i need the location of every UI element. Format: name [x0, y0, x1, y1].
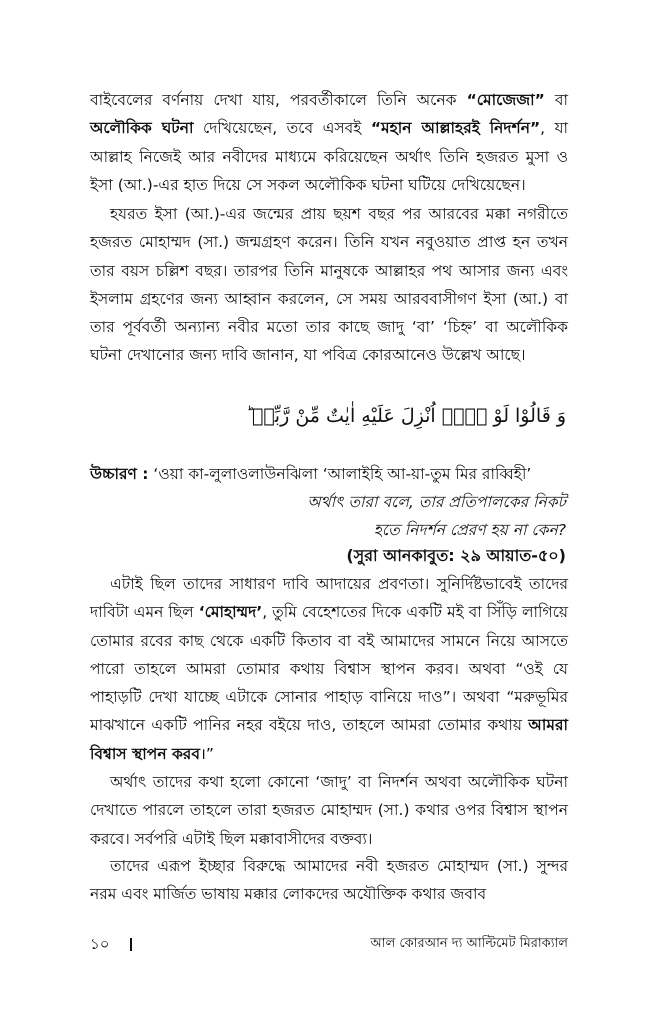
pronunciation-line — [90, 460, 568, 488]
surah-reference: (সুরা আনকাবুত: ২৯ আয়াত-৫০) — [346, 546, 566, 565]
footer-separator — [130, 938, 132, 951]
text-span: এটাই ছিল তাদের সাধারণ দাবি আদায়ের প্রবণতা। সুনির্দিষ্টভাবেই তাদের দাবিটা এমন ছিল — [90, 575, 568, 622]
text-span: বাইবেলের বর্ণনায় দেখা যায়, পরবর্তীকালে তিনি অনেক — [90, 91, 467, 109]
pronunciation-label: উচ্চারণ : — [90, 465, 149, 483]
translation-line-2: হতে নিদর্শন প্রেরণ হয় না কেন? — [373, 521, 566, 539]
bold-term-mojeza: “মোজেজা” — [466, 91, 545, 109]
text-span: , যা আল্লাহ নিজেই আর নবীদের মাধ্যমে করিয়েছেন অর্থাৎ তিনি হজরত মুসা ও ইসা (আ.)-এর হাত দিয়ে সে সকল অলৌকিক ঘটনা ঘটিয়ে দেখিয়েছেন। — [90, 119, 569, 194]
bold-term-miracle: অলৌকিক ঘটনা — [90, 119, 194, 138]
text-span: , তুমি বেহেশতের দিকে একটি মই বা সিঁড়ি লাগিয়ে তোমার রবের কাছ থেকে একটি কিতাব বা বই আমাদের সামনে নিয়ে আসতে পারো তাহলে আমরা তোমার কথায় বিশ্বাস স্থাপন করব। অথবা “ওই যে পাহাড়টি দেখা যাচ্ছে এটাকে সোনার পাহাড় বানিয়ে দাও”। অথবা “মরুভূমির মাঝখানে একটি পানির নহর বইয়ে দাও, তাহলে আমরা তোমার কথায় — [90, 603, 568, 735]
paragraph-demands — [90, 570, 568, 768]
pronunciation-text: ‘ওয়া কা-লুলাওলাউনঝিলা ‘আলাইহি আ-য়া-তুম মির রাব্বিহী’ — [148, 465, 532, 483]
text-span: বা — [544, 91, 568, 109]
arabic-verse: وَ قَالُوْا لَوْ لَاۤ اُنْزِلَ عَلَیْهِ اٰیٰتٌ مِّنْ رَّبِّهٖ ؕ — [245, 405, 566, 427]
paragraph-conclusion: অর্থাৎ তাদের কথা হলো কোনো ‘জাদু’ বা নিদর্শন অথবা অলৌকিক ঘটনা দেখাতে পারলে তাহলে তারা হজরত মোহাম্মদ (সা.) কথার ওপর বিশ্বাস স্থাপন করবে। সর্বপরি এটাই ছিল মক্কাবাসীদের বক্তব্য। — [90, 773, 568, 848]
book-title: আল কোরআন দ্য আল্টিমেট মিরাক্যাল — [370, 936, 568, 951]
text-span: দেখিয়েছেন, তবে এসবই — [193, 119, 371, 138]
page-footer — [90, 932, 568, 956]
page-number: ১০ — [90, 935, 110, 953]
translation-line-1: অর্থাৎ তারা বলে, তার প্রতিপালকের নিকট — [307, 493, 566, 511]
paragraph-response: তাদের এরূপ ইচ্ছার বিরুদ্ধে আমাদের নবী হজরত মোহাম্মদ (সা.) সুন্দর নরম এবং মার্জিত ভাষায় মক্কার লোকদের অযৌক্তিক কথার জবাব — [90, 857, 568, 904]
bold-phrase-belief: আমরা বিশ্বাস স্থাপন করব — [90, 716, 568, 763]
paragraph-prophet-birth: হযরত ইসা (আ.)-এর জন্মের প্রায় ছয়শ বছর পর আরবের মক্কা নগরীতে হজরত মোহাম্মদ (সা.) জন্মগ্রহণ করেন। তিনি যখন নবুওয়াত প্রাপ্ত হন তখন তার বয়স চল্লিশ বছর। তারপর তিনি মানুষকে আল্লাহর পথ আসার জন্য এবং ইসলাম গ্রহণের জন্য আহ্বান করলেন, সে সময় আরববাসীগণ ইসা (আ.) বা তার পূর্ববর্তী অন্যান্য নবীর মতো তার কাছে জাদু ‘বা’ ‘চিহ্ন’ বা অলৌকিক ঘটনা দেখানোর জন্য দাবি জানান, যা পবিত্র কোরআনেও উল্লেখ আছে। — [90, 205, 568, 365]
text-span: ।” — [199, 744, 214, 763]
paragraph-miracles-intro — [90, 86, 568, 199]
bold-term-mohammad: ‘মোহাম্মদ’ — [198, 603, 263, 622]
bold-term-sign-of-allah: “মহান আল্লাহরই নিদর্শন” — [370, 119, 541, 138]
